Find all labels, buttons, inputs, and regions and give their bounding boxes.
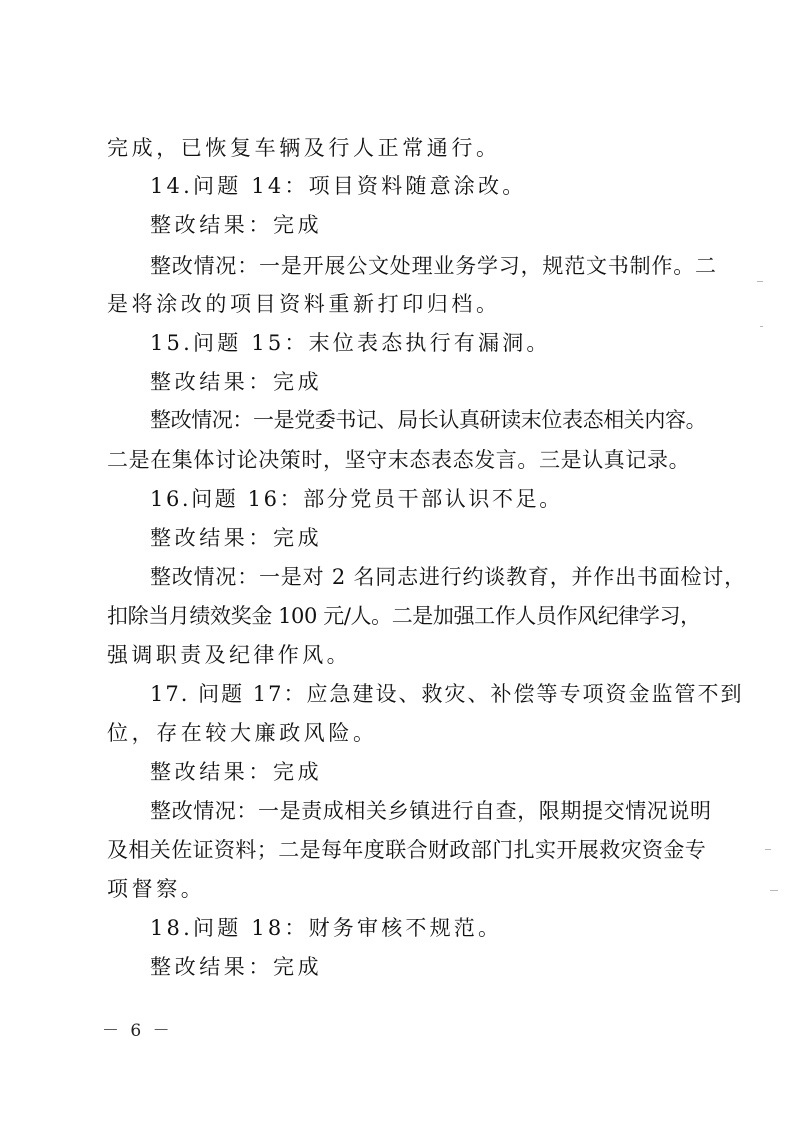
line-text: 整改结果：完成 bbox=[150, 760, 323, 784]
line-20 bbox=[107, 875, 793, 903]
line-3 bbox=[150, 211, 793, 239]
line-text: 18.问题 18：财务审核不规范。 bbox=[150, 916, 503, 940]
line-2 bbox=[150, 172, 793, 200]
line-text: 整改结果：完成 bbox=[150, 370, 323, 394]
line-21 bbox=[150, 914, 793, 942]
line-text: 整改结果：完成 bbox=[150, 955, 323, 979]
line-text: 强调职责及纪律作风。 bbox=[107, 643, 351, 667]
scan-speck bbox=[765, 849, 771, 850]
line-text: 二是在集体讨论决策时，坚守末态表态发言。三是认真记录。 bbox=[107, 448, 691, 472]
scan-speck bbox=[760, 326, 763, 327]
line-text: 扣除当月绩效奖金 100 元/人。二是加强工作人员作风纪律学习， bbox=[107, 604, 701, 628]
line-15 bbox=[150, 680, 793, 708]
line-16 bbox=[107, 719, 793, 747]
line-text: 整改情况：一是开展公文处理业务学习，规范文书制作。二 bbox=[150, 254, 717, 278]
line-text: 整改情况：一是责成相关乡镇进行自查，限期提交情况说明 bbox=[150, 799, 712, 823]
line-text: 整改情况：一是对 2 名同志进行约谈教育，并作出书面检讨， bbox=[150, 565, 746, 589]
line-10 bbox=[150, 485, 793, 513]
line-18 bbox=[150, 797, 793, 825]
line-text: 项督察。 bbox=[107, 877, 206, 901]
line-text: 14.问题 14：项目资料随意涂改。 bbox=[150, 174, 527, 198]
line-text: 整改结果：完成 bbox=[150, 526, 323, 550]
line-11 bbox=[150, 524, 793, 552]
line-8 bbox=[150, 406, 793, 434]
page-number: － 6 － bbox=[102, 1021, 173, 1041]
scan-speck bbox=[770, 890, 778, 891]
line-text: 整改结果：完成 bbox=[150, 213, 323, 237]
line-text: 位，存在较大廉政风险。 bbox=[107, 721, 378, 745]
line-19 bbox=[107, 836, 793, 864]
scan-speck bbox=[757, 281, 763, 282]
line-22 bbox=[150, 953, 793, 981]
line-4 bbox=[150, 252, 793, 280]
line-text: 16.问题 16：部分党员干部认识不足。 bbox=[150, 487, 563, 511]
line-1 bbox=[107, 134, 793, 162]
line-12 bbox=[150, 563, 793, 591]
line-text: 完成，已恢复车辆及行人正常通行。 bbox=[107, 136, 501, 160]
line-14 bbox=[107, 641, 793, 669]
line-5 bbox=[107, 290, 793, 318]
line-6 bbox=[150, 329, 793, 357]
line-text: 是将涂改的项目资料重新打印归档。 bbox=[107, 292, 501, 316]
line-text: 整改情况：一是党委书记、局长认真研读末位表态相关内容。 bbox=[150, 408, 707, 432]
line-text: 及相关佐证资料；二是每年度联合财政部门扎实开展救灾资金专 bbox=[107, 838, 707, 862]
line-7 bbox=[150, 368, 793, 396]
line-13 bbox=[107, 602, 793, 630]
line-text: 15.问题 15：末位表态执行有漏洞。 bbox=[150, 331, 551, 355]
line-9 bbox=[107, 446, 793, 474]
line-text: 17. 问题 17：应急建设、救灾、补偿等专项资金监管不到 bbox=[150, 682, 744, 706]
line-17 bbox=[150, 758, 793, 786]
